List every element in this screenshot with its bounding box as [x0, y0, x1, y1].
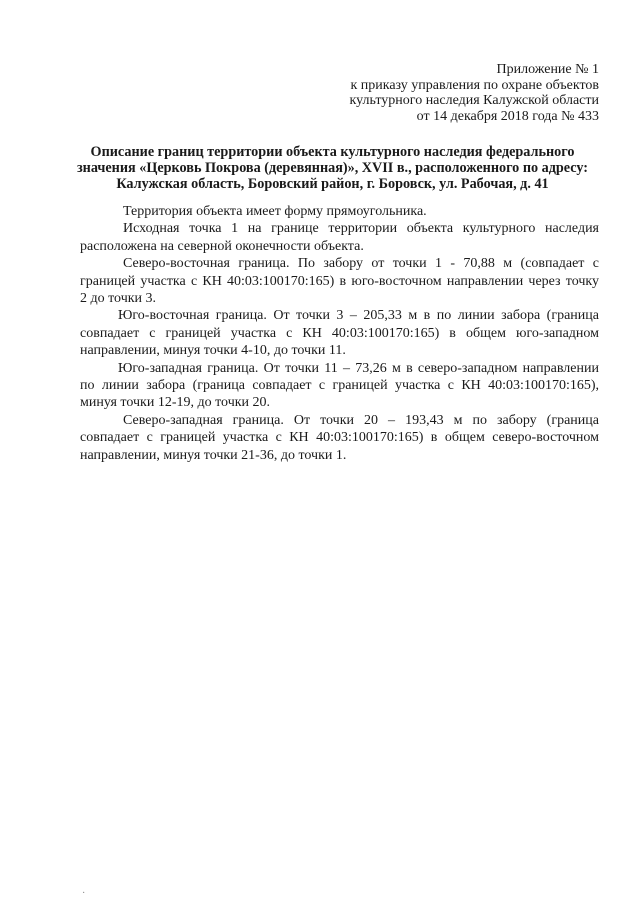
paragraph-line: по линии забора (граница совпадает с границей участка с КН 40:03:100170:165), — [80, 378, 599, 394]
paragraph-southwest-border — [80, 360, 599, 412]
paragraph-line: Исходная точка 1 на границе территории объекта культурного наследия — [123, 221, 599, 237]
paragraph-start-point — [80, 220, 599, 255]
paragraph-line: направлении, минуя точки 4-10, до точки 11. — [80, 343, 346, 359]
appendix-number: Приложение № 1 — [496, 62, 599, 77]
appendix-header — [350, 62, 599, 124]
title-line-2: значения «Церковь Покрова (деревянная)», XVII в., расположенного по адресу: — [76, 160, 589, 176]
title-line-3: Калужская область, Боровский район, г. Боровск, ул. Рабочая, д. 41 — [116, 176, 549, 192]
appendix-department: культурного наследия Калужской области — [349, 93, 599, 108]
scan-artifact-mark: · — [82, 888, 86, 899]
paragraph-line: совпадает с границей участка с КН 40:03:100170:165) в общем юго-западном — [80, 325, 599, 341]
document-body — [80, 203, 599, 464]
appendix-order-ref: к приказу управления по охране объектов — [350, 77, 599, 93]
paragraph-line: минуя точки 12-19, до точки 20. — [80, 395, 271, 411]
paragraph-line: Северо-восточная граница. По забору от точки 1 - 70,88 м (совпадает с — [123, 256, 599, 272]
paragraph-shape — [80, 203, 599, 220]
appendix-date: от 14 декабря 2018 года № 433 — [416, 108, 599, 124]
paragraph-line: Юго-восточная граница. От точки 3 – 205,33 м в по линии забора (граница — [118, 308, 599, 324]
paragraph-southeast-border — [80, 307, 599, 359]
paragraph-line: границей участка с КН 40:03:100170:165) в юго-восточном направлении через точку — [80, 273, 599, 289]
document-title — [60, 144, 605, 192]
title-line-1: Описание границ территории объекта культурного наследия федерального — [90, 144, 575, 160]
paragraph-line: Северо-западная граница. От точки 20 – 193,43 м по забору (граница — [123, 412, 599, 428]
paragraph-shape-text: Территория объекта имеет форму прямоугольника. — [123, 204, 427, 219]
paragraph-northwest-border — [80, 412, 599, 464]
paragraph-line: Юго-западная граница. От точки 11 – 73,26 м в северо-западном направлении — [118, 360, 599, 376]
paragraph-line: расположена на северной оконечности объекта. — [80, 238, 364, 254]
paragraph-line: 2 до точки 3. — [80, 291, 157, 307]
paragraph-line: направлении, минуя точки 21-36, до точки 1. — [80, 447, 347, 463]
paragraph-line: совпадает с границей участка с КН 40:03:100170:165) в общем северо-восточном — [80, 430, 599, 446]
paragraph-northeast-border — [80, 255, 599, 307]
